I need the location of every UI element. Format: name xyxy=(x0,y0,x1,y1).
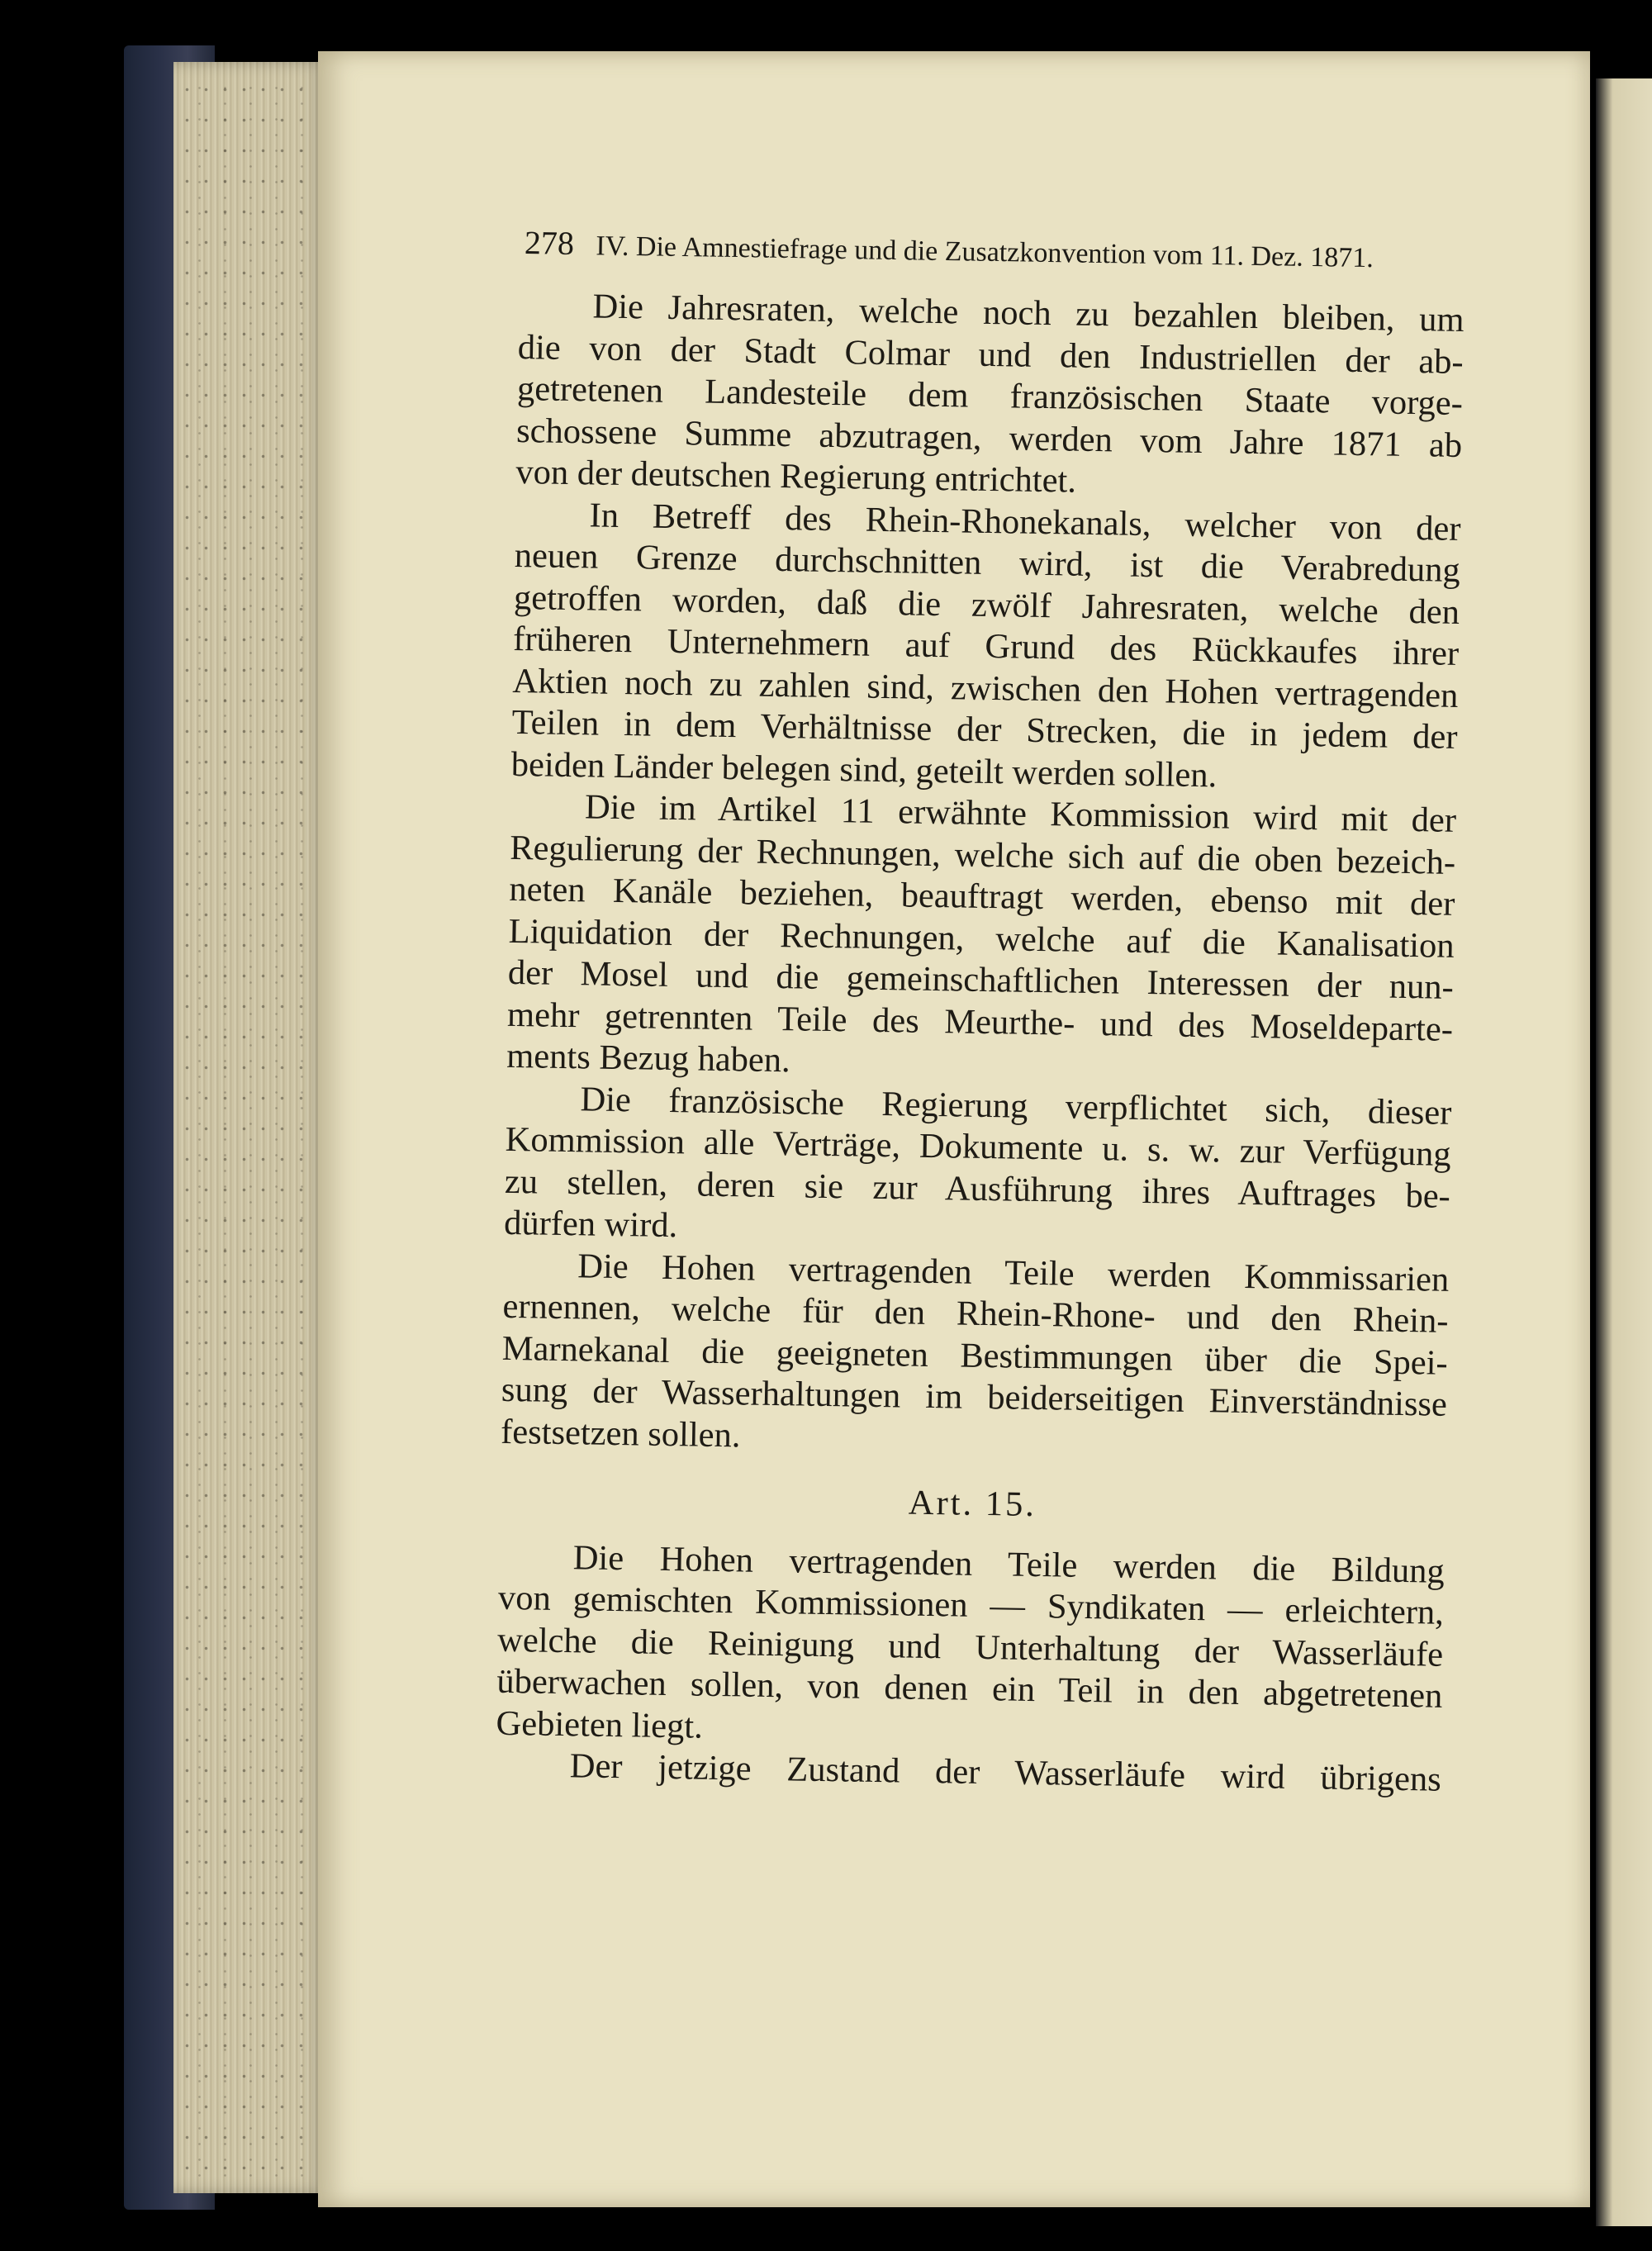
paragraph-1 xyxy=(515,285,1464,508)
text-line: der Mosel und die gemeinschaftlichen Interessen der nun- xyxy=(507,952,1455,1007)
text-line: Regulierung der Rechnungen, welche sich auf die oben bezeich- xyxy=(509,828,1456,882)
text-line: Die Hohen vertragenden Teile werden Kommissarien xyxy=(577,1246,1450,1299)
text-line: ments Bezug haben. xyxy=(506,1036,791,1080)
text-line: ernennen, welche für den Rhein-Rhone- und den Rhein- xyxy=(502,1286,1449,1341)
speckled-edge xyxy=(178,74,322,2181)
chapter-title: IV. Die Amnestiefrage und die Zusatzkonvention vom 11. Dez. 1871. xyxy=(596,230,1374,274)
text-line: Marnekanal die geeigneten Bestimmungen über die Spei- xyxy=(501,1328,1449,1383)
paragraph-5 xyxy=(501,1244,1450,1467)
text-line: festsetzen sollen. xyxy=(500,1412,741,1455)
text-line: beiden Länder belegen sind, geteilt werden sollen. xyxy=(510,744,1218,795)
article-heading: Art. 15. xyxy=(908,1483,1037,1525)
text-line: Kommission alle Verträge, Dokumente u. s. w. zur Verfügung xyxy=(505,1119,1451,1174)
text-line: getroffen worden, daß die zwölf Jahresraten, welche den xyxy=(513,577,1460,632)
text-line: Liquidation der Rechnungen, welche auf die Kanalisation xyxy=(508,911,1455,966)
text-line: sung der Wasserhaltungen im beiderseitigen Einverständnisse xyxy=(501,1370,1448,1424)
text-line: Die Hohen vertragenden Teile werden die Bildung xyxy=(572,1537,1446,1591)
text-line: Der jetzige Zustand der Wasserläufe wird übrigens xyxy=(569,1746,1442,1799)
body-text xyxy=(495,285,1464,1801)
paragraph-3 xyxy=(506,786,1456,1092)
text-line: mehr getrennten Teile des Meurthe- und des Moseldeparte- xyxy=(506,995,1454,1049)
text-line: von der deutschen Regierung entrichtet. xyxy=(515,452,1077,501)
text-line: Die französische Regierung verpflichtet sich, dieser xyxy=(580,1079,1452,1133)
paragraph-2 xyxy=(510,493,1460,800)
text-line: Die Jahresraten, welche noch zu bezahlen bleiben, um xyxy=(592,287,1464,340)
text-line: In Betreff des Rhein-Rhonekanals, welcher von der xyxy=(589,495,1461,549)
text-line: die von der Stadt Colmar und den Industriellen der ab- xyxy=(517,327,1464,382)
text-line: getretenen Landesteile dem französischen Staate vorge- xyxy=(516,368,1464,423)
text-line: schossene Summe abzutragen, werden vom Jahre 1871 ab xyxy=(515,411,1463,465)
text-line: Gebieten liegt. xyxy=(496,1703,704,1746)
text-line: dürfen wird. xyxy=(503,1203,678,1246)
facing-page-edge xyxy=(1596,78,1652,2226)
text-line: Teilen in dem Verhältnisse der Strecken, die in jedem der xyxy=(511,702,1458,757)
page-number: 278 xyxy=(524,224,575,262)
paragraph-4 xyxy=(504,1077,1452,1259)
text-line: von gemischten Kommissionen — Syndikaten — erleichtern, xyxy=(497,1578,1445,1632)
text-line: welche die Reinigung und Unterhaltung der Wasserläufe xyxy=(496,1620,1444,1674)
text-line: überwachen sollen, von denen ein Teil in den abgetretenen xyxy=(496,1661,1443,1716)
text-line: früheren Unternehmern auf Grund des Rückkaufes ihrer xyxy=(512,619,1460,673)
text-line: zu stellen, deren sie zur Ausführung ihres Auftrages be- xyxy=(504,1161,1451,1216)
text-line: neuen Grenze durchschnitten wird, ist die Verabredung xyxy=(514,535,1461,590)
article-paragraph-1 xyxy=(496,1536,1445,1759)
text-line: Die im Artikel 11 erwähnte Kommission wird mit der xyxy=(584,787,1457,840)
text-line: Aktien noch zu zahlen sind, zwischen den Hohen vertragenden xyxy=(512,661,1459,715)
text-line: neten Kanäle beziehen, beauftragt werden, ebenso mit der xyxy=(509,869,1455,924)
